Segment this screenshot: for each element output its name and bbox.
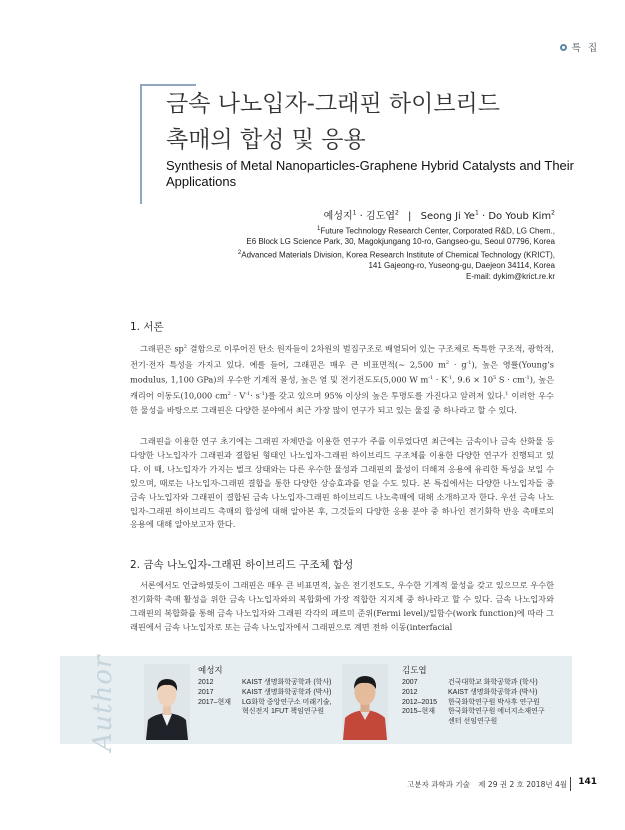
section2-paragraph1: 서론에서도 언급하였듯이 그래핀은 매우 큰 비표면적, 높은 전기전도도, 우수한 기계적 물성을 갖고 있으므로 우수한 전기화학 촉매 활성을 위한 금속 나노입자와의 복합화에 가장 적합한 지지체 중 하나라고 할 수 있다. 금속 나노입자와 그래핀의 복합화를 통해 금속 나노입자와 그래핀 각각의 페르미 준위(Fermi level)/일함수(work function)에 따라 그래핀에서 금속 나노입자로 또는 금속 나노입자에서 그래핀으로 계면 전하 이동(interfacial [130, 580, 554, 632]
author2-photo [342, 664, 388, 740]
affil2-sup: 2 [237, 250, 242, 257]
author1-name: 예성지 [198, 666, 223, 676]
email-address: E-mail: dykim@krict.re.kr [465, 272, 555, 282]
korean-title [166, 86, 606, 158]
author2-en-sup: 2 [551, 209, 555, 217]
author2-en: Do Youb Kim [488, 211, 552, 222]
author-separator: | [408, 211, 412, 222]
affil-line1: Future Technology Research Center, Corporated R&D, LG Chem., [320, 226, 555, 236]
circle-bullet-icon [560, 44, 567, 51]
affil-line3: Advanced Materials Division, Korea Research Institute of Chemical Technology (KRICT), [241, 250, 555, 260]
footer-journal-info [407, 779, 567, 790]
section1-heading: 1. 서론 [130, 321, 164, 333]
footer-divider [570, 777, 571, 791]
korean-title-line1: 금속 나노입자-그래핀 하이브리드 [166, 91, 500, 117]
section2-heading: 2. 금속 나노입자-그래핀 하이브리드 구조체 합성 [130, 559, 354, 571]
author1-ko-sup: 1 [352, 209, 357, 217]
korean-title-line2: 촉매의 합성 및 응용 [166, 127, 366, 153]
affil-line4: 141 Gajeong-ro, Yuseong-gu, Daejeon 34114, Korea [368, 261, 555, 271]
author2-ko-sup: 2 [395, 209, 399, 217]
author-line [324, 207, 555, 222]
author1-en: Seong Ji Ye [420, 211, 475, 222]
author2-descriptions: 건국대학교 화학공학과 (학사) KAIST 생명화학공학과 (박사) 한국화학연구원 박사후 연구원 한국화학연구원 에너지소재연구 센터 선임연구원 [448, 679, 545, 726]
author2-years: 2007 2012 2012–2015 2015–현재 [402, 679, 438, 716]
author1-photo [144, 664, 190, 740]
author-middot: · [359, 211, 363, 222]
author1-years: 2012 2017 2017–현재 [198, 679, 231, 706]
section1-paragraph1: 그래핀은 $sp^2$ 결합으로 이루어진 탄소 원자들이 2차원의 벌집구조로 배열되어 있는 구조체로 독특한 구조적, 광학적, 전기·전자 특성을 가지고 있다. 예를 들어, 그래핀은 매우 큰 비표면적(~ 2,500 $m^2 \cdot g^{-1}$), 높은 영률(Young’s modulus, 1,100 GPa)의 우수한 기계적 물성, 높은 열 및 전기전도도(5,000 W $m^{-1} \cdot K^{-1}$, $9.6 \times 10^5$ $S \cdot cm^{-1}$), 높은 캐리어 이동도(10,000 $cm^2 \cdot V^{-1}\cdot s^{-1}$)를 갖고 있으며 95% 이상의 높은 투명도를 가진다고 알려져 있다.$^1$ 이러한 우수한 물성을 바탕으로 그래핀은 다양한 분야에서 최근 가장 많이 연구가 되고 있는 물질 중 하나라고 할 수 있다. [130, 343, 555, 415]
page-number: 141 [578, 777, 597, 787]
affil-line2: E6 Block LG Science Park, 30, Magokjungang 10-ro, Gangseo-gu, Seoul 07796, Korea [246, 237, 555, 247]
english-title: Synthesis of Metal Nanoparticles-Graphene Hybrid Catalysts and Their Applications [166, 158, 575, 189]
affiliations [75, 224, 555, 283]
affil1-sup: 1 [317, 226, 321, 232]
section1-paragraph2: 그래핀을 이용한 연구 초기에는 그래핀 자체만을 이용한 연구가 주를 이루었다면 최근에는 금속이나 금속 산화물 등 다양한 나노입자가 그래핀과 결합된 형태인 나노입자-그래핀 하이브리드 구조체를 이용한 다양한 연구가 진행되고 있다. 이 때, 나노입자가 가지는 벌크 상태와는 다른 우수한 물성과 그래핀의 물성이 더해져 응용에 유리한 특성을 보일 수 있으며, 때로는 나노입자-그래핀 결합을 통한 다양한 상승효과를 얻을 수도 있다. 본 특집에서는 다양한 나노입자들 중 금속 나노입자와 그래핀이 결합된 금속 나노입자-그래핀 하이브리드 나노촉매에 대해 소개하고자 한다. 우선 금속 나노입자-그래핀 하이브리드 촉매의 합성에 대해 알아본 후, 그것들의 다양한 응용 분야 중 하나인 전기화학 반응 촉매로의 응용에 대해 알아보고자 한다. [130, 436, 554, 530]
author-middot-en: · [481, 211, 486, 222]
author-vertical-label: Author [88, 654, 118, 752]
author1-descriptions: KAIST 생명화학공학과 (학사) KAIST 생명화학공학과 (박사) LG화학 중앙연구소 미래기술, 혁신전지 1FUT 책임연구원 [242, 679, 332, 716]
author2-ko: 김도엽 [366, 211, 396, 222]
section-tag [560, 40, 599, 54]
author2-name: 김도엽 [402, 666, 427, 676]
title-bracket-vertical [140, 84, 142, 204]
issue-info: 제 29 권 2 호 2018년 4월 [478, 780, 567, 789]
journal-name: 고분자 과학과 기술 [407, 780, 470, 789]
author1-en-sup: 1 [474, 209, 479, 217]
section-tag-label: 특 집 [571, 43, 599, 54]
author1-ko: 예성지 [323, 211, 353, 222]
